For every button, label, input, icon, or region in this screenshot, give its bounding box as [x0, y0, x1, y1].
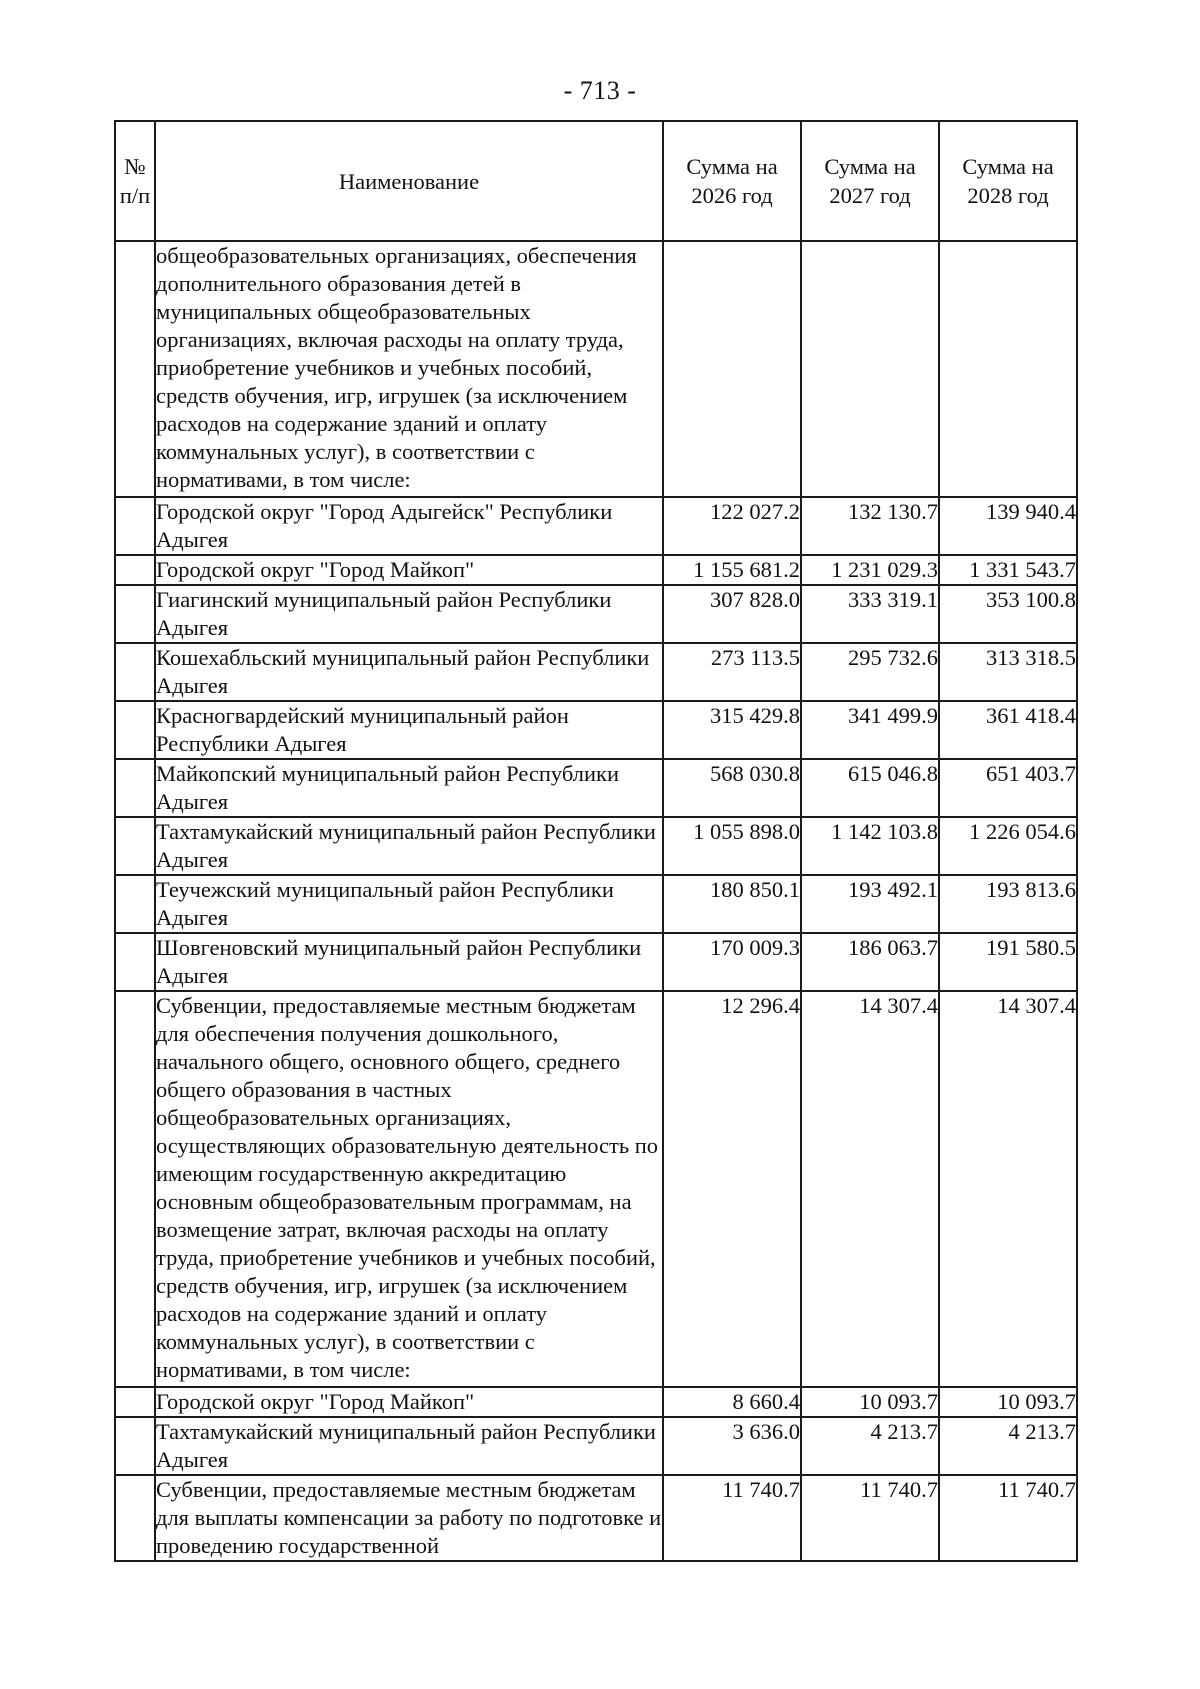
- row-name: Кошехабльский муниципальный район Республики Адыгея: [155, 643, 663, 701]
- row-name: Гиагинский муниципальный район Республики Адыгея: [155, 585, 663, 643]
- row-name: общеобразовательных организациях, обеспечения дополнительного образования детей в муниципальных общеобразовательных организациях, включая расходы на оплату труда, приобретение учебников и учебных пособий, средств обучения, игр, игрушек (за исключением расходов на содержание зданий и оплату коммунальных услуг), в соответствии с нормативами, в том числе:: [155, 241, 663, 497]
- row-sum-2027: 341 499.9: [801, 701, 939, 759]
- row-sum-2026: 122 027.2: [663, 497, 801, 555]
- row-number: [115, 555, 155, 585]
- row-sum-2026: 8 660.4: [663, 1387, 801, 1417]
- row-number: [115, 991, 155, 1387]
- row-number: [115, 497, 155, 555]
- row-sum-2027: 11 740.7: [801, 1475, 939, 1561]
- row-name: Красногвардейский муниципальный район Республики Адыгея: [155, 701, 663, 759]
- row-sum-2027: 186 063.7: [801, 933, 939, 991]
- row-sum-2027: 4 213.7: [801, 1417, 939, 1475]
- row-number: [115, 1475, 155, 1561]
- row-sum-2026: 180 850.1: [663, 875, 801, 933]
- row-sum-2028: 353 100.8: [939, 585, 1077, 643]
- row-number: [115, 643, 155, 701]
- header-sum-2026: Сумма на 2026 год: [663, 121, 801, 241]
- row-sum-2026: 1 055 898.0: [663, 817, 801, 875]
- row-name: Городской округ "Город Майкоп": [155, 1387, 663, 1417]
- row-sum-2026: 273 113.5: [663, 643, 801, 701]
- page-number: - 713 -: [563, 76, 637, 105]
- row-sum-2027: 295 732.6: [801, 643, 939, 701]
- table-row: [115, 1475, 1077, 1561]
- header-sum-2027: Сумма на 2027 год: [801, 121, 939, 241]
- row-name: Субвенции, предоставляемые местным бюджетам для выплаты компенсации за работу по подготовке и проведению государственной: [155, 1475, 663, 1561]
- row-name: Тахтамукайский муниципальный район Республики Адыгея: [155, 817, 663, 875]
- row-number: [115, 875, 155, 933]
- row-sum-2028: 193 813.6: [939, 875, 1077, 933]
- row-name: Тахтамукайский муниципальный район Республики Адыгея: [155, 1417, 663, 1475]
- table-row: [115, 585, 1077, 643]
- row-sum-2027: 132 130.7: [801, 497, 939, 555]
- row-sum-2028: 11 740.7: [939, 1475, 1077, 1561]
- table-row: [115, 1387, 1077, 1417]
- row-sum-2028: 1 331 543.7: [939, 555, 1077, 585]
- row-sum-2026: 315 429.8: [663, 701, 801, 759]
- row-sum-2028: 313 318.5: [939, 643, 1077, 701]
- row-number: [115, 1387, 155, 1417]
- row-sum-2028: 361 418.4: [939, 701, 1077, 759]
- row-number: [115, 241, 155, 497]
- row-sum-2028: 14 307.4: [939, 991, 1077, 1387]
- row-sum-2026: 3 636.0: [663, 1417, 801, 1475]
- table-row: [115, 759, 1077, 817]
- row-name: Городской округ "Город Майкоп": [155, 555, 663, 585]
- row-sum-2026: [663, 241, 801, 497]
- row-sum-2027: 615 046.8: [801, 759, 939, 817]
- row-number: [115, 1417, 155, 1475]
- row-sum-2026: 1 155 681.2: [663, 555, 801, 585]
- header-name: Наименование: [155, 121, 663, 241]
- row-sum-2028: 10 093.7: [939, 1387, 1077, 1417]
- table-row: [115, 933, 1077, 991]
- row-name: Шовгеновский муниципальный район Республики Адыгея: [155, 933, 663, 991]
- row-sum-2028: 139 940.4: [939, 497, 1077, 555]
- row-sum-2027: 193 492.1: [801, 875, 939, 933]
- table-row: [115, 555, 1077, 585]
- row-sum-2026: 11 740.7: [663, 1475, 801, 1561]
- budget-table: [114, 120, 1078, 1562]
- row-sum-2028: 1 226 054.6: [939, 817, 1077, 875]
- row-name: Теучежский муниципальный район Республики Адыгея: [155, 875, 663, 933]
- table-row: [115, 497, 1077, 555]
- row-number: [115, 585, 155, 643]
- row-name: Городской округ "Город Адыгейск" Республики Адыгея: [155, 497, 663, 555]
- row-number: [115, 701, 155, 759]
- row-sum-2028: 191 580.5: [939, 933, 1077, 991]
- row-sum-2027: 14 307.4: [801, 991, 939, 1387]
- row-name: Майкопский муниципальный район Республики Адыгея: [155, 759, 663, 817]
- row-name: Субвенции, предоставляемые местным бюджетам для обеспечения получения дошкольного, начального общего, основного общего, среднего общего образования в частных общеобразовательных организациях, осуществляющих образовательную деятельность по имеющим государственную аккредитацию основным общеобразовательным программам, на возмещение затрат, включая расходы на оплату труда, приобретение учебников и учебных пособий, средств обучения, игр, игрушек (за исключением расходов на содержание зданий и оплату коммунальных услуг), в соответствии с нормативами, в том числе:: [155, 991, 663, 1387]
- row-sum-2027: 1 142 103.8: [801, 817, 939, 875]
- row-sum-2026: 307 828.0: [663, 585, 801, 643]
- row-sum-2027: 1 231 029.3: [801, 555, 939, 585]
- row-sum-2026: 12 296.4: [663, 991, 801, 1387]
- row-sum-2027: 333 319.1: [801, 585, 939, 643]
- row-sum-2027: 10 093.7: [801, 1387, 939, 1417]
- row-number: [115, 933, 155, 991]
- row-sum-2028: 651 403.7: [939, 759, 1077, 817]
- row-sum-2026: 170 009.3: [663, 933, 801, 991]
- header-sum-2028: Сумма на 2028 год: [939, 121, 1077, 241]
- table-row: [115, 701, 1077, 759]
- row-sum-2026: 568 030.8: [663, 759, 801, 817]
- table-row: [115, 241, 1077, 497]
- row-number: [115, 759, 155, 817]
- row-sum-2028: [939, 241, 1077, 497]
- table-header-row: [115, 121, 1077, 241]
- row-number: [115, 817, 155, 875]
- table-row: [115, 991, 1077, 1387]
- table-row: [115, 817, 1077, 875]
- header-number: № п/п: [115, 121, 155, 241]
- row-sum-2028: 4 213.7: [939, 1417, 1077, 1475]
- table-row: [115, 1417, 1077, 1475]
- table-row: [115, 643, 1077, 701]
- table-row: [115, 875, 1077, 933]
- row-sum-2027: [801, 241, 939, 497]
